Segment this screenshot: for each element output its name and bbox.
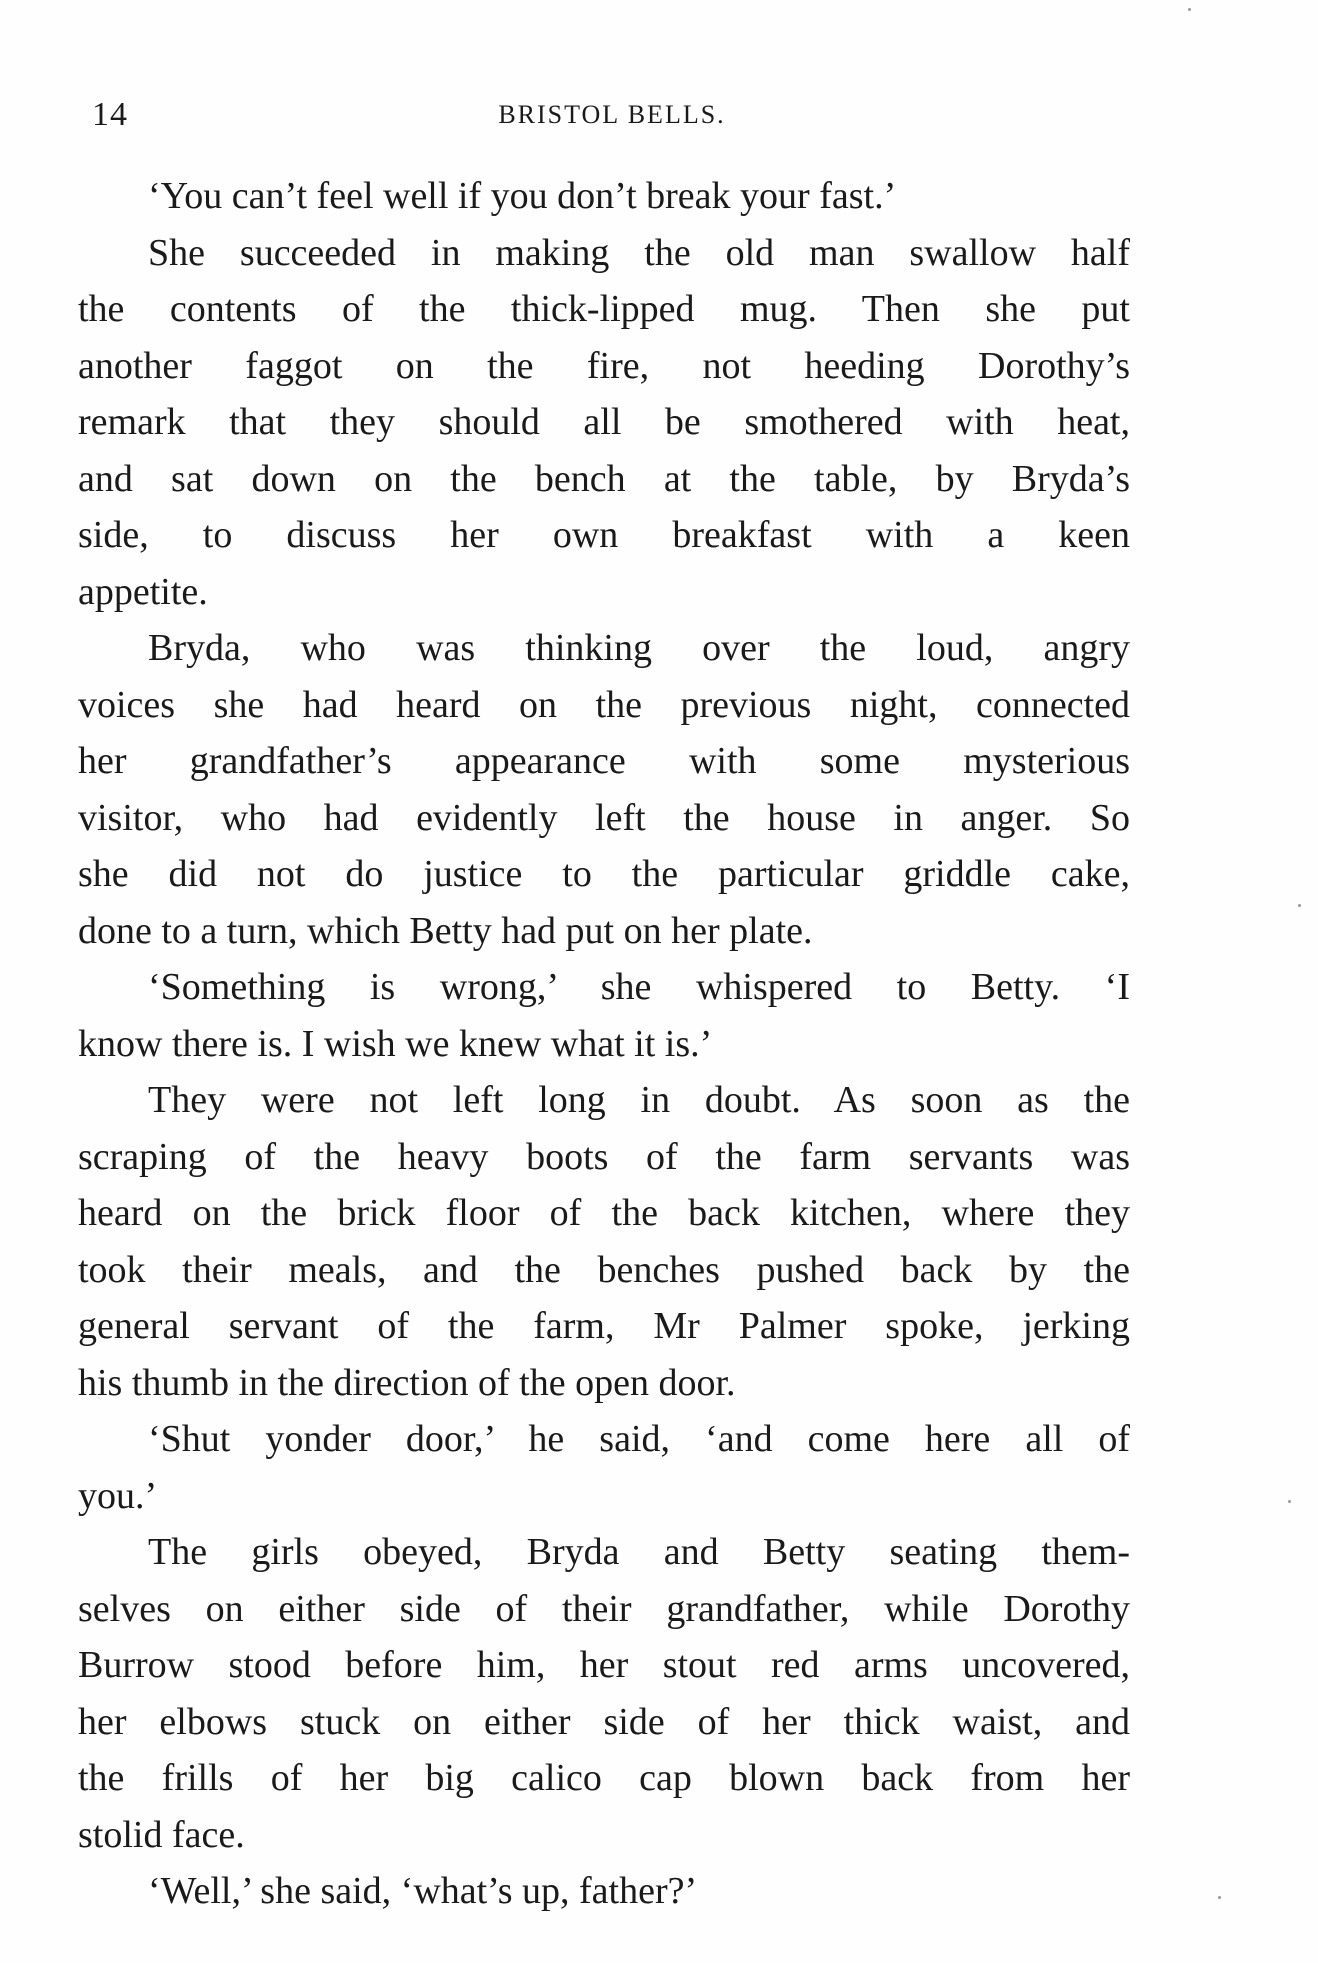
text-line: she did not do justice to the particular griddle cake, xyxy=(78,853,1130,895)
text-line: ‘Well,’ she said, ‘what’s up, father?’ xyxy=(148,1870,698,1912)
text-line: She succeeded in making the old man swallow half xyxy=(148,231,1130,274)
text-line: the frills of her big calico cap blown back from her xyxy=(78,1757,1130,1799)
page-header xyxy=(92,96,1132,146)
text-line: Burrow stood before him, her stout red arms uncovered, xyxy=(78,1644,1130,1686)
page-number: 14 xyxy=(92,96,128,133)
paper-speck xyxy=(1188,8,1191,11)
text-line: ‘You can’t feel well if you don’t break your fast.’ xyxy=(148,175,897,217)
text-line: Bryda, who was thinking over the loud, angry xyxy=(148,627,1130,669)
running-head: BRISTOL BELLS. xyxy=(498,100,726,129)
paper-speck xyxy=(1218,1896,1221,1899)
text-line: side, to discuss her own breakfast with a keen xyxy=(78,514,1130,556)
text-line: voices she had heard on the previous night, connected xyxy=(78,683,1130,726)
text-line: heard on the brick floor of the back kitchen, where they xyxy=(78,1192,1130,1234)
body-text xyxy=(78,168,1130,1920)
text-line: stolid face. xyxy=(78,1813,245,1856)
text-line: her grandfather’s appearance with some mysterious xyxy=(78,740,1130,782)
text-line: another faggot on the fire, not heeding Dorothy’s xyxy=(78,344,1130,387)
paper-speck xyxy=(1298,904,1301,907)
text-line: ‘Something is wrong,’ she whispered to Betty. ‘I xyxy=(148,966,1130,1008)
text-line: know there is. I wish we knew what it is.’ xyxy=(78,1022,713,1065)
text-line: and sat down on the bench at the table, by Bryda’s xyxy=(78,457,1130,500)
text-line: selves on either side of their grandfather, while Dorothy xyxy=(78,1587,1130,1630)
text-line: her elbows stuck on either side of her thick waist, and xyxy=(78,1700,1130,1743)
text-line: appetite. xyxy=(78,570,208,613)
text-line: you.’ xyxy=(78,1474,158,1517)
text-line: ‘Shut yonder door,’ he said, ‘and come here all of xyxy=(148,1418,1130,1460)
paper-speck xyxy=(1288,1500,1291,1503)
text-line: took their meals, and the benches pushed back by the xyxy=(78,1248,1130,1291)
text-line: done to a turn, which Betty had put on her plate. xyxy=(78,909,813,952)
text-line: his thumb in the direction of the open door. xyxy=(78,1361,736,1404)
text-line: the contents of the thick-lipped mug. Then she put xyxy=(78,288,1130,330)
text-line: remark that they should all be smothered with heat, xyxy=(78,401,1130,443)
text-line: They were not left long in doubt. As soon as the xyxy=(148,1079,1130,1121)
text-line: general servant of the farm, Mr Palmer spoke, jerking xyxy=(78,1305,1130,1347)
text-line: scraping of the heavy boots of the farm servants was xyxy=(78,1135,1130,1178)
text-line: visitor, who had evidently left the house in anger. So xyxy=(78,796,1130,839)
text-line: The girls obeyed, Bryda and Betty seating them- xyxy=(148,1531,1130,1573)
